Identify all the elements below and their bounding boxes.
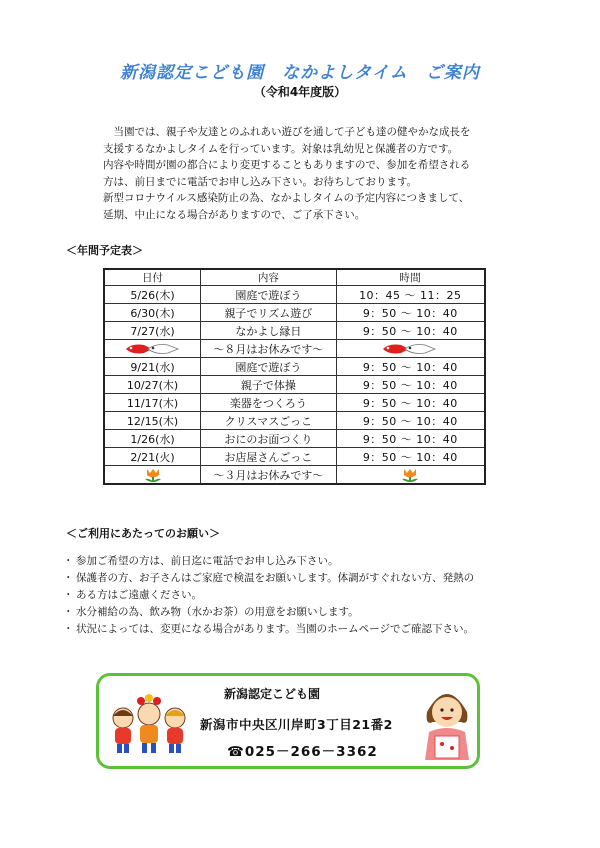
row-content: ～８月はお休みです～: [201, 340, 337, 358]
table-row: [104, 376, 485, 394]
row-content: 親子でリズム遊び: [201, 304, 337, 322]
intro-line: 支援するなかよしタイムを行っています。対象は乳幼児と保護者の方です。: [103, 142, 459, 155]
row-date: 12/15(木): [104, 412, 201, 430]
cook-illustration: [421, 682, 473, 760]
row-time: 9：50 ～ 10：40: [336, 394, 485, 412]
notes-list: [66, 553, 536, 638]
tulip-icon: [336, 466, 485, 485]
row-content: ～３月はお休みです～: [201, 466, 337, 485]
row-date: 2/21(火): [104, 448, 201, 466]
row-content: 楽器をつくろう: [201, 394, 337, 412]
row-time: 9：50 ～ 10：40: [336, 376, 485, 394]
row-time: 10：45 ～ 11：25: [336, 286, 485, 304]
table-row: [104, 286, 485, 304]
koinobori-icon: [104, 340, 201, 358]
list-item-continuation: ・ ある方はご遠慮ください。: [66, 587, 536, 604]
row-date: 11/17(木): [104, 394, 201, 412]
intro-paragraph: [103, 124, 523, 223]
row-content: お店屋さんごっこ: [201, 448, 337, 466]
list-item: ・ 参加ご希望の方は、前日迄に電話でお申し込み下さい。: [66, 553, 536, 570]
row-content: クリスマスごっこ: [201, 412, 337, 430]
page-title: 新潟認定こども園 なかよしタイム ご案内: [120, 63, 480, 83]
koinobori-icon: [336, 340, 485, 358]
kindergarten-name: 新潟認定こども園: [224, 687, 321, 701]
column-header-content: 内容: [201, 269, 337, 286]
intro-line: 新型コロナウイルス感染防止の為、なかよしタイムの予定内容につきまして、: [103, 192, 470, 204]
page-subtitle: （令和4年度版）: [253, 85, 347, 99]
intro-line: 当園では、親子や友達とのふれあい遊びを通して子ども達の健やかな成長を: [103, 126, 471, 138]
row-time: 9：50 ～ 10：40: [336, 358, 485, 376]
list-item: ・ 保護者の方、お子さんはご家庭で検温をお願いします。体調がすぐれない方、発熱の: [66, 570, 536, 587]
row-time: 9：50 ～ 10：40: [336, 412, 485, 430]
row-content: 園庭で遊ぼう: [201, 286, 337, 304]
table-row: [104, 304, 485, 322]
intro-line: 内容や時間が園の都合により変更することもありますので、参加を希望される: [103, 159, 471, 171]
list-item: ・ 水分補給の為、飲み物（水かお茶）の用意をお願いします。: [66, 604, 536, 621]
row-content: おにのお面つくり: [201, 430, 337, 448]
row-date: 5/26(木): [104, 286, 201, 304]
row-content: なかよし縁日: [201, 322, 337, 340]
schedule-table: [103, 268, 486, 485]
row-content: 親子で体操: [201, 376, 337, 394]
table-row: [104, 412, 485, 430]
row-date: 6/30(木): [104, 304, 201, 322]
row-time: 9：50 ～ 10：40: [336, 430, 485, 448]
table-row-holiday: [104, 466, 485, 485]
tulip-icon: [104, 466, 201, 485]
row-time: 9：50 ～ 10：40: [336, 322, 485, 340]
contact-box: [96, 673, 480, 769]
table-row: [104, 448, 485, 466]
column-header-date: 日付: [104, 269, 201, 286]
table-header-row: [104, 269, 485, 286]
notes-heading: ＜ご利用にあたってのお願い＞: [66, 527, 220, 540]
column-header-time: 時間: [336, 269, 485, 286]
table-row: [104, 322, 485, 340]
kindergarten-phone: ☎025－266－3362: [227, 744, 378, 760]
table-row: [104, 430, 485, 448]
intro-line: 延期、中止になる場合がありますので、ご了承下さい。: [103, 208, 366, 221]
row-time: 9：50 ～ 10：40: [336, 304, 485, 322]
table-row-holiday: [104, 340, 485, 358]
list-item: ・ 状況によっては、変更になる場合があります。当園のホームページでご確認下さい。: [66, 621, 536, 638]
row-content: 園庭で遊ぼう: [201, 358, 337, 376]
row-date: 10/27(木): [104, 376, 201, 394]
intro-line: 方は、前日までに電話でお申し込み下さい。お待ちしております。: [103, 175, 418, 188]
row-time: 9：50 ～ 10：40: [336, 448, 485, 466]
row-date: 7/27(水): [104, 322, 201, 340]
schedule-heading: ＜年間予定表＞: [66, 244, 143, 257]
children-illustration: [105, 692, 193, 758]
table-row: [104, 394, 485, 412]
row-date: 9/21(水): [104, 358, 201, 376]
kindergarten-address: 新潟市中央区川岸町3丁目21番2: [200, 717, 393, 732]
row-date: 1/26(水): [104, 430, 201, 448]
table-row: [104, 358, 485, 376]
